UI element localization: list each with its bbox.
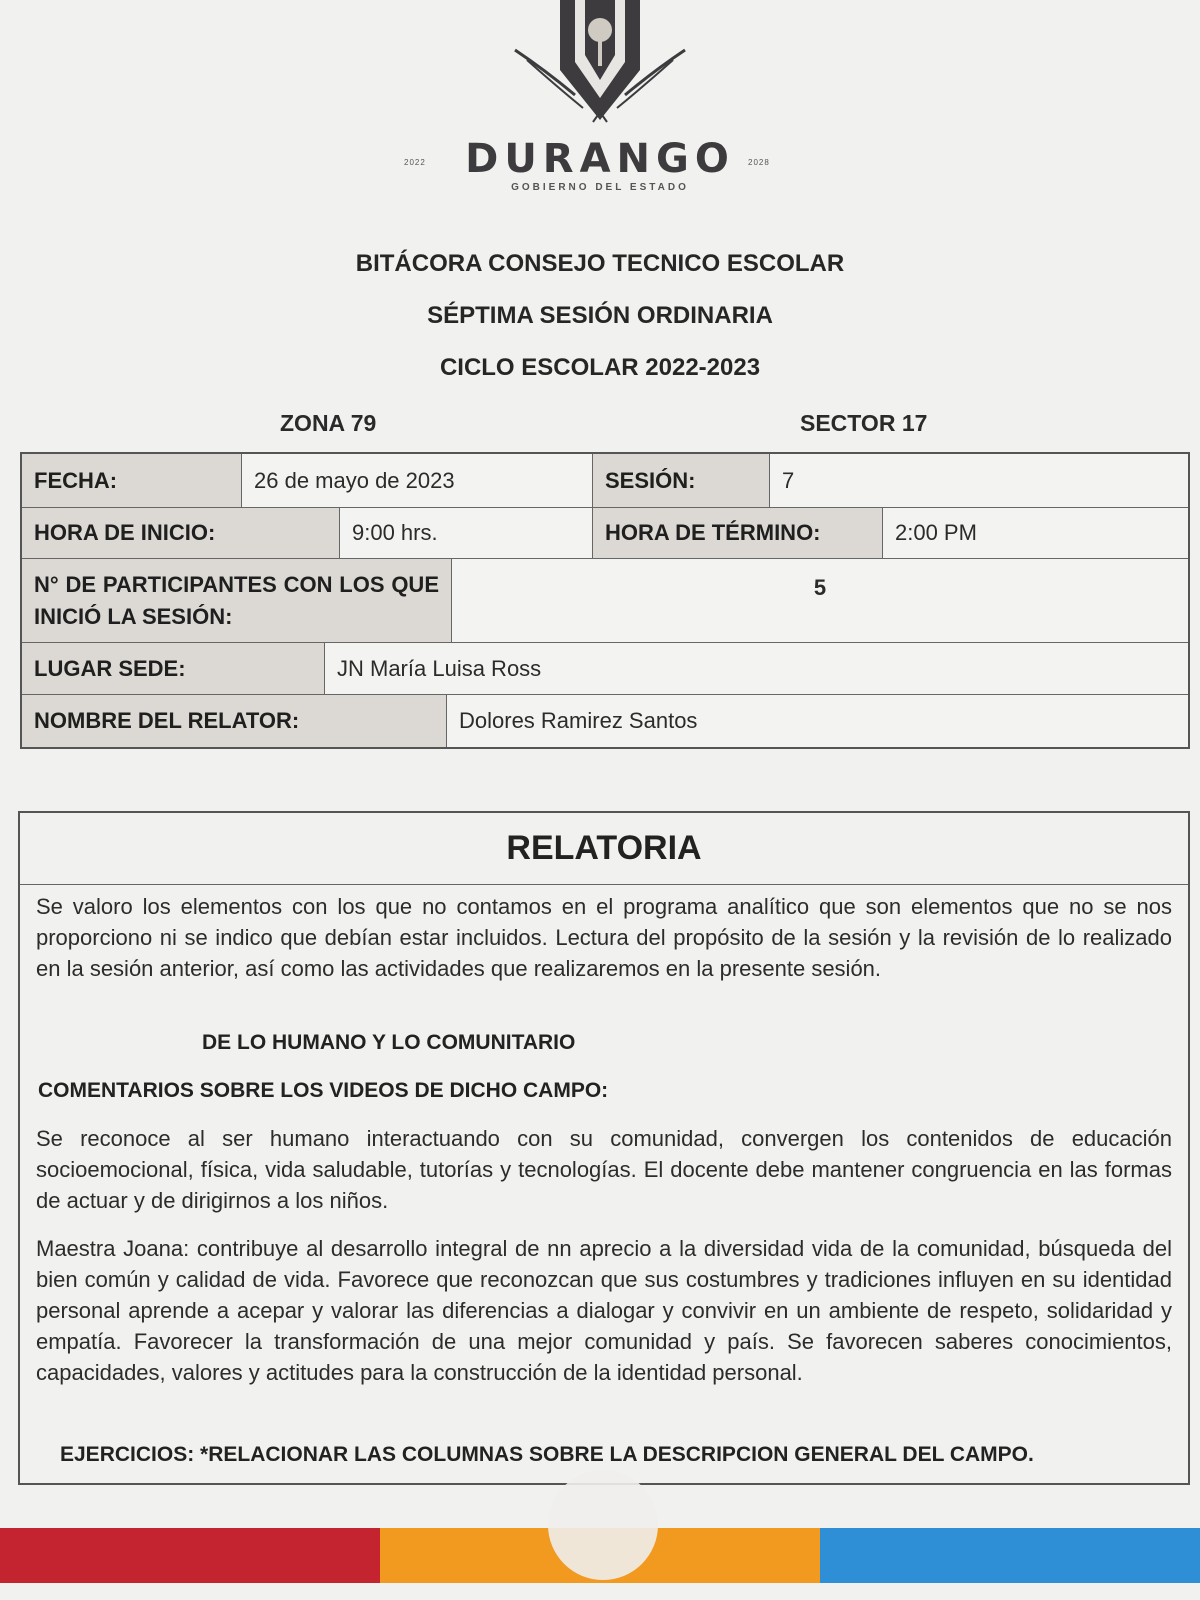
lugar-sede-value: JN María Luisa Ross <box>325 643 1188 694</box>
exercises-heading: EJERCICIOS: *RELACIONAR LAS COLUMNAS SOBRE LA DESCRIPCION GENERAL DEL CAMPO. <box>60 1443 1034 1466</box>
relatoria-title: RELATORIA <box>20 813 1188 885</box>
logo-year-right: 2028 <box>748 158 770 167</box>
sesion-value: 7 <box>770 454 1188 507</box>
hora-inicio-label: HORA DE INICIO: <box>22 508 340 558</box>
session-title: SÉPTIMA SESIÓN ORDINARIA <box>427 302 773 329</box>
color-band-blue <box>820 1528 1200 1583</box>
table-row <box>22 454 1188 508</box>
logo-subtitle: GOBIERNO DEL ESTADO <box>511 182 689 193</box>
school-cycle-title: CICLO ESCOLAR 2022-2023 <box>439 354 761 381</box>
seal-watermark-icon <box>548 1470 658 1580</box>
comments-paragraph: Se reconoce al ser humano interactuando con su comunidad, convergen los contenidos de educación socioemocional, física, vida saludable, tutorías y tecnologías. El docente debe mantener congruencia en las formas de actuar y de dirigirnos a los niños. <box>36 1126 1172 1213</box>
hora-termino-label: HORA DE TÉRMINO: <box>593 508 883 558</box>
comments-heading: COMENTARIOS SOBRE LOS VIDEOS DE DICHO CAMPO: <box>38 1079 609 1102</box>
table-row <box>22 695 1188 747</box>
table-row <box>22 559 1188 643</box>
field-heading: DE LO HUMANO Y LO COMUNITARIO <box>202 1031 576 1054</box>
logo-wordmark: DURANGO <box>465 136 735 182</box>
table-row <box>22 508 1188 559</box>
document-title: BITÁCORA CONSEJO TECNICO ESCOLAR <box>355 250 845 277</box>
fecha-value: 26 de mayo de 2023 <box>242 454 593 507</box>
color-band-red <box>0 1528 380 1583</box>
logo-year-left: 2022 <box>404 158 426 167</box>
participantes-value: 5 <box>452 559 1188 642</box>
zona-label: ZONA 79 <box>280 410 377 436</box>
fecha-label: FECHA: <box>22 454 242 507</box>
sesion-label: SESIÓN: <box>593 454 770 507</box>
table-row <box>22 643 1188 695</box>
hora-inicio-value: 9:00 hrs. <box>340 508 593 558</box>
lugar-sede-label: LUGAR SEDE: <box>22 643 325 694</box>
durango-logo <box>400 0 800 200</box>
shield-emblem-icon <box>505 0 695 130</box>
hora-termino-value: 2:00 PM <box>883 508 1188 558</box>
relatoria-section <box>18 811 1190 1485</box>
session-info-table <box>20 452 1190 749</box>
relator-value: Dolores Ramirez Santos <box>447 695 1188 747</box>
sector-label: SECTOR 17 <box>800 410 928 436</box>
teacher-comment-paragraph: Maestra Joana: contribuye al desarrollo integral de nn aprecio a la diversidad vida de la comunidad, búsqueda del bien común y calidad de vida. Favorece que reconozcan que sus costumbres y tradiciones influyen en su identidad personal aprende a acepar y valorar las diferencias a dialogar y convivir en un ambiente de respeto, solidaridad y empatía. Favorecer la transformación de una mejor comunidad y país. Se favorecen saberes conocimientos, capacidades, valores y actitudes para la construcción de la identidad personal. <box>36 1236 1172 1385</box>
participantes-label: N° DE PARTICIPANTES CON LOS QUE INICIÓ LA SESIÓN: <box>22 559 452 642</box>
intro-paragraph: Se valoro los elementos con los que no contamos en el programa analítico que son elementos que no se nos proporciono ni se indico que debían estar incluidos. Lectura del propósito de la sesión y la revisión de lo realizado en la sesión anterior, así como las actividades que realizaremos en la presente sesión. <box>36 894 1172 981</box>
relator-label: NOMBRE DEL RELATOR: <box>22 695 447 747</box>
